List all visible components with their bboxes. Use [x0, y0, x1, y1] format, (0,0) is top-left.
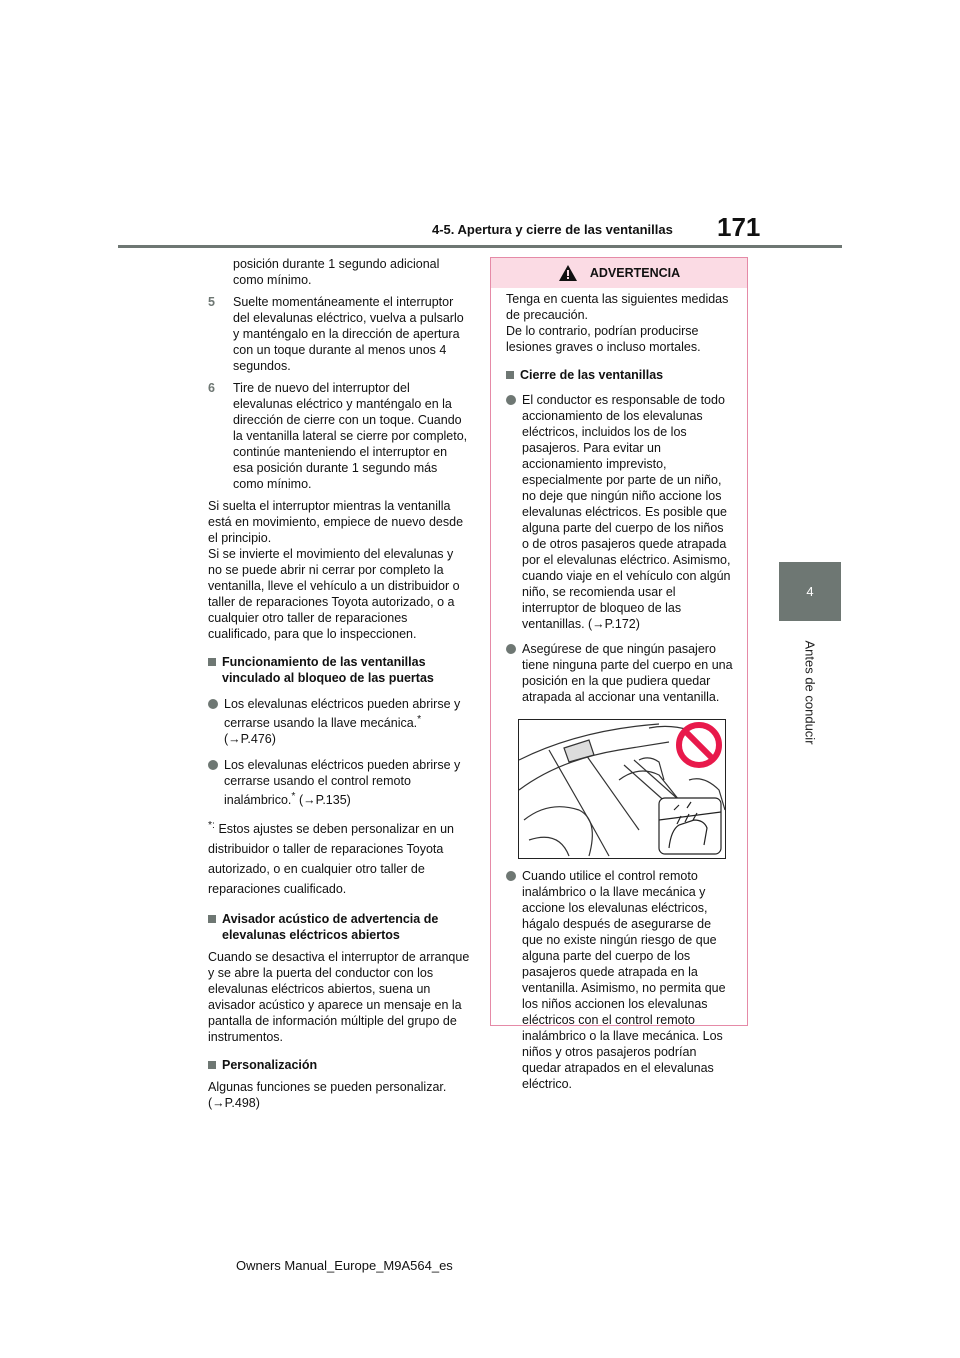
- section-title: 4-5. Apertura y cierre de las ventanillas: [432, 222, 673, 237]
- warning-body: [491, 291, 747, 1092]
- square-bullet-icon: [208, 1061, 216, 1069]
- warning-header: [491, 258, 747, 288]
- square-bullet-icon: [208, 915, 216, 923]
- asterisk: *: [291, 791, 296, 803]
- step-number: 5: [208, 295, 215, 309]
- left-column: [208, 256, 470, 1111]
- list-item: [208, 696, 470, 747]
- asterisk: *: [417, 714, 422, 725]
- step-text: Tire de nuevo del interruptor del elevalunas eléctrico y manténgalo en la dirección de cierre con un toque. Cuando la ventanilla lateral se cierre por completo, continúe manteniendo el interruptor en esa posición durante 1 segundo más como mínimo.: [233, 381, 468, 491]
- footnote: [208, 816, 470, 899]
- bullet-text: [224, 696, 470, 747]
- circle-bullet-icon: [208, 760, 218, 770]
- custom-text: Algunas funciones se pueden personalizar.: [208, 1080, 447, 1095]
- heading-customization: [208, 1057, 470, 1073]
- paragraph-buzzer: Cuando se desactiva el interruptor de arranque y se abre la puerta del conductor con los elevalunas eléctricos abiertos, suena un avisador acústico y aparece un mensaje en la pantalla de información múltiple del grupo de instrumentos.: [208, 950, 470, 1045]
- circle-bullet-icon: [506, 395, 516, 405]
- circle-bullet-icon: [506, 644, 516, 654]
- circle-bullet-icon: [506, 871, 516, 881]
- page-reference-link[interactable]: (→P.135): [298, 793, 351, 808]
- continued-text: posición durante 1 segundo adicional como mínimo.: [233, 257, 440, 287]
- page-reference-link[interactable]: (→P.498): [208, 1096, 260, 1111]
- chapter-tab: 4: [779, 562, 841, 621]
- heading-text: Personalización: [222, 1058, 318, 1073]
- prohibition-sign-icon: [679, 725, 719, 765]
- footnote-marker: *:: [208, 820, 215, 832]
- warning-title: ADVERTENCIA: [589, 266, 681, 280]
- bullet-text: Cuando utilice el control remoto inalámbrico o la llave mecánica y accione los elevalunas eléctricos, hágalo después de asegurarse de que no existe ningún riesgo de que alguna parte del cuerpo de los pasajeros quede atrapada en la ventanilla. Asimismo, no permita que los niños accionen los elevalunas eléctricos con el control remoto inalámbrico o la llave mecánica. Los niños y otros pasajeros podrían quedar atrapados en el elevalunas eléctrico.: [522, 869, 726, 1091]
- chapter-title-vertical: [779, 622, 841, 762]
- step-6: [208, 380, 470, 492]
- heading-text: Cierre de las ventanillas: [520, 368, 664, 382]
- list-item: [506, 392, 733, 632]
- heading-text: Avisador acústico de advertencia de elevalunas eléctricos abiertos: [222, 912, 439, 943]
- step-text: Suelte momentáneamente el interruptor del elevalunas eléctrico, vuelva a pulsarlo y manténgalo en la dirección de apertura con un toque durante al menos unos 4 segundos.: [233, 295, 464, 373]
- chapter-title: Antes de conducir: [802, 639, 818, 745]
- header-divider: [118, 245, 842, 248]
- footnote-text: Estos ajustes se deben personalizar en un distribuidor o taller de reparaciones Toyota autorizado, o en cualquier otro taller de reparaciones cualificado.: [208, 822, 455, 897]
- warning-heading: [506, 367, 733, 383]
- heading-text: Funcionamiento de las ventanillas vinculado al bloqueo de las puertas: [222, 655, 434, 685]
- bullet-text: [224, 757, 470, 808]
- square-bullet-icon: [506, 371, 514, 379]
- warning-intro-consequence: De lo contrario, podrían producirse lesiones graves o incluso mortales.: [506, 324, 701, 354]
- step-5: [208, 294, 470, 374]
- paragraph-inspection: Si se invierte el movimiento del elevalunas y no se puede abrir ni cerrar por completo la ventanilla, lleve el vehículo a un distribuidor o taller de reparaciones Toyota autorizado, o a cualquier otro taller de reparaciones cualificado, para que lo inspeccionen.: [208, 547, 460, 641]
- heading-buzzer: [208, 911, 470, 943]
- bullet-body: Los elevalunas eléctricos pueden abrirse y cerrarse usando la llave mecánica.: [224, 697, 461, 731]
- bullet-text: Asegúrese de que ningún pasajero tiene ninguna parte del cuerpo en una posición en la que pudiera quedar atrapada al accionar una ventanilla.: [522, 642, 733, 704]
- warning-triangle-icon: [558, 264, 578, 282]
- page-reference-link[interactable]: (→P.476): [224, 732, 276, 747]
- warning-intro: Tenga en cuenta las siguientes medidas de precaución.: [506, 292, 729, 322]
- bullet-body: Los elevalunas eléctricos pueden abrirse y cerrarse usando el control remoto inalámbrico.: [224, 758, 461, 808]
- heading-door-lock: [208, 654, 470, 686]
- paragraph-customization: [208, 1079, 470, 1111]
- list-item: [506, 641, 733, 705]
- square-bullet-icon: [208, 658, 216, 666]
- paragraph-restart: Si suelta el interruptor mientras la ventanilla está en movimiento, empiece de nuevo desde el principio.: [208, 499, 464, 545]
- page-number: 171: [717, 212, 761, 242]
- warning-box: [490, 257, 748, 1091]
- list-item: [208, 757, 470, 808]
- circle-bullet-icon: [208, 699, 218, 709]
- footer-text: Owners Manual_Europe_M9A564_es: [236, 1258, 453, 1273]
- bullet-text: El conductor es responsable de todo accionamiento de los elevalunas eléctricos, incluidos los de los pasajeros. Para evitar un accionamiento imprevisto, especialmente por parte de un niño, no deje que ningún niño accione los elevalunas eléctricos. Es posible que alguna parte del cuerpo de los niños o de otros pasajeros quede atrapada por el elevalunas eléctrico. Asimismo, cuando viaje en el vehículo con algún niño, se recomienda usar el interruptor de bloqueo de las ventanillas. (→P.172): [522, 393, 731, 631]
- list-item: [506, 868, 733, 1092]
- window-pinch-illustration: [518, 719, 726, 859]
- step-number: 6: [208, 381, 215, 395]
